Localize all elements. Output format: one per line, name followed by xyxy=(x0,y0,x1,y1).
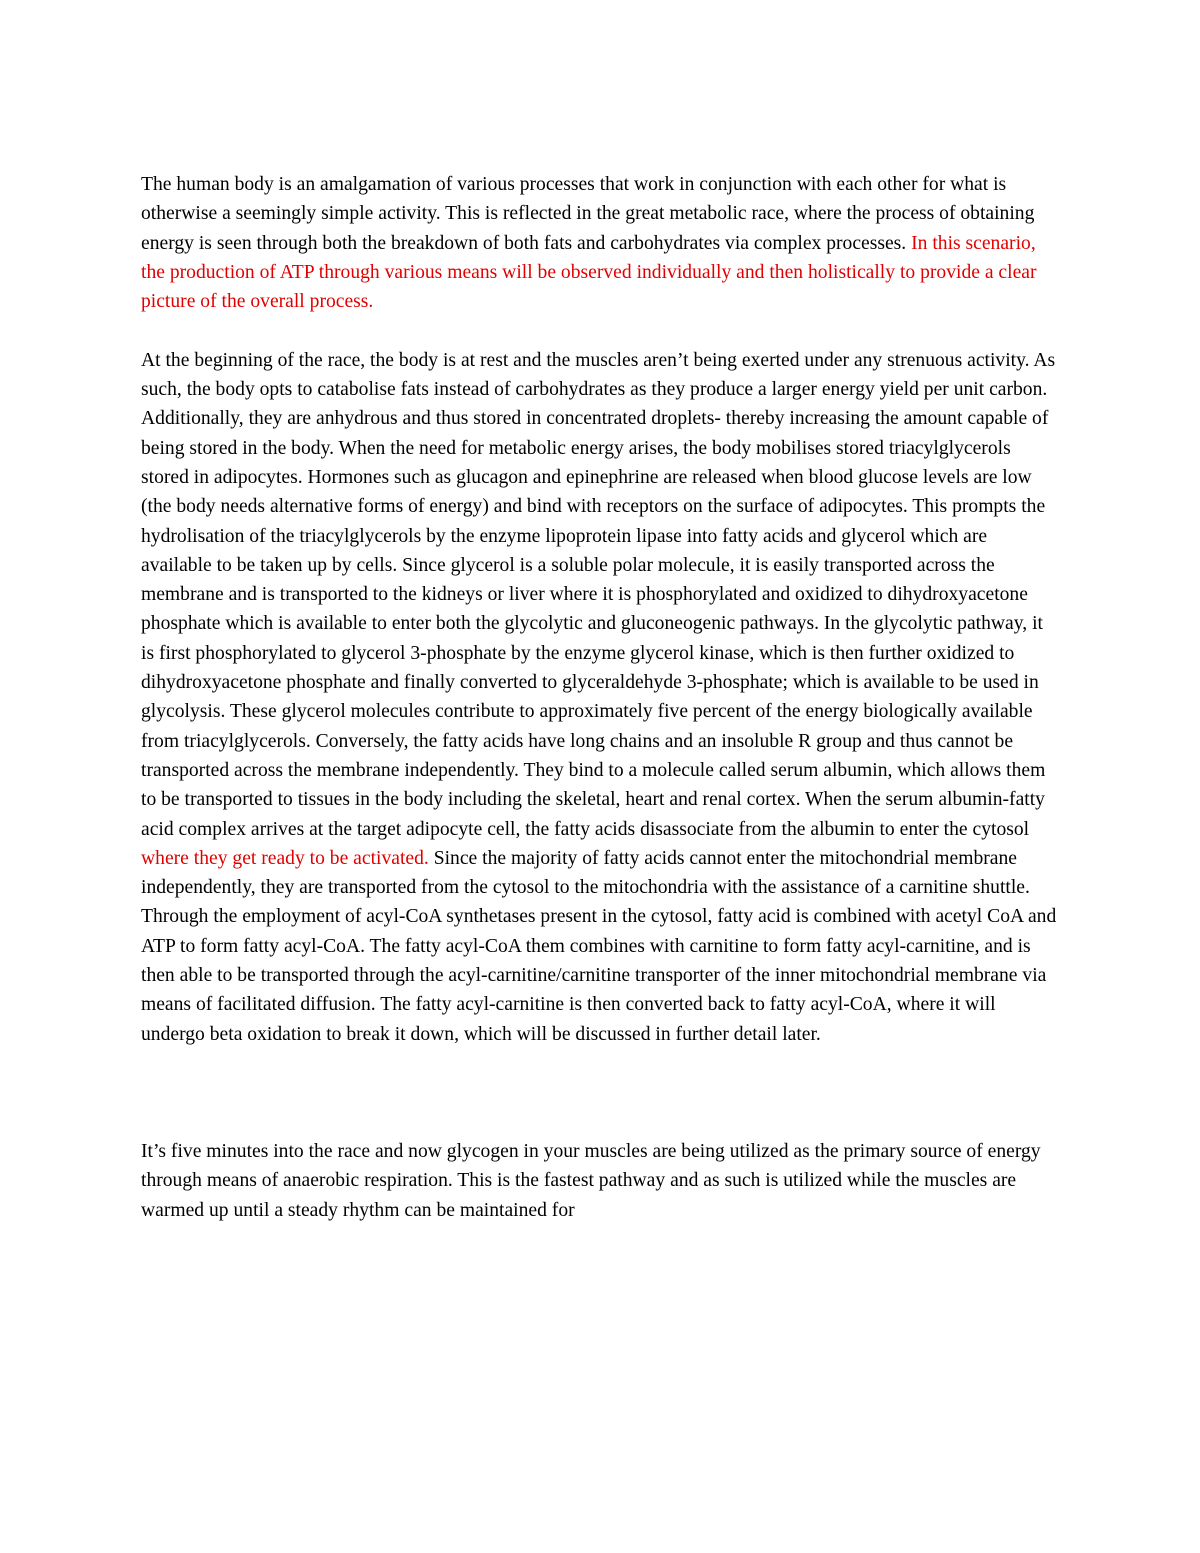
document-body xyxy=(141,170,1059,1225)
paragraph-glycogen xyxy=(141,1137,1059,1225)
paragraph-spacer xyxy=(141,1049,1059,1137)
paragraph-intro-text: The human body is an amalgamation of various processes that work in conjunction with each other for what is otherwise a seemingly simple activity. This is reflected in the great metabolic race, where the process of obtaining energy is seen through both the breakdown of both fats and carbohydrates via complex processes. xyxy=(141,174,1035,254)
paragraph-fat-catabolism-text: At the beginning of the race, the body is at rest and the muscles aren’t being exerted under any strenuous activity. As such, the body opts to catabolise fats instead of carbohydrates as they produce a larger energy yield per unit carbon. Additionally, they are anhydrous and thus stored in concentrated droplets- thereby increasing the amount capable of being stored in the body. When the need for metabolic energy arises, the body mobilises stored triacylglycerols stored in adipocytes. Hormones such as glucagon and epinephrine are released when blood glucose levels are low (the body needs alternative forms of energy) and bind with receptors on the surface of adipocytes. This prompts the hydrolisation of the triacylglycerols by the enzyme lipoprotein lipase into fatty acids and glycerol which are available to be taken up by cells. Since glycerol is a soluble polar molecule, it is easily transported across the membrane and is transported to the kidneys or liver where it is phosphorylated and oxidized to dihydroxyacetone phosphate which is available to enter both the glycolytic and gluconeogenic pathways. In the glycolytic pathway, it is first phosphorylated to glycerol 3-phosphate by the enzyme glycerol kinase, which is then further oxidized to dihydroxyacetone phosphate and finally converted to glyceraldehyde 3-phosphate; which is available to be used in glycolysis. These glycerol molecules contribute to approximately five percent of the energy biologically available from triacylglycerols. Conversely, the fatty acids have long chains and an insoluble R group and thus cannot be transported across the membrane independently. They bind to a molecule called serum albumin, which allows them to be transported to tissues in the body including the skeletal, heart and renal cortex. When the serum albumin-fatty acid complex arrives at the target adipocyte cell, the fatty acids disassociate from the albumin to enter the cytosol xyxy=(141,349,1056,840)
paragraph-fat-catabolism-highlight: where they get ready to be activated. xyxy=(141,847,429,869)
paragraph-glycogen-text: It’s five minutes into the race and now glycogen in your muscles are being utilized as the primary source of energy through means of anaerobic respiration. This is the fastest pathway and as such is utilized while the muscles are warmed up until a steady rhythm can be maintained for xyxy=(141,1140,1041,1221)
paragraph-intro xyxy=(141,170,1059,316)
paragraph-intro-highlight: In this scenario, the production of ATP through various means will be observed individually and then holistically to provide a clear picture of the overall process. xyxy=(141,232,1037,313)
paragraph-spacer xyxy=(141,316,1059,345)
paragraph-fat-catabolism-text-continued: Since the majority of fatty acids cannot enter the mitochondrial membrane independently, they are transported from the cytosol to the mitochondria with the assistance of a carnitine shuttle. Through the employment of acyl-CoA synthetases present in the cytosol, fatty acid is combined with acetyl CoA and ATP to form fatty acyl-CoA. The fatty acyl-CoA them combines with carnitine to form fatty acyl-carnitine, and is then able to be transported through the acyl-carnitine/carnitine transporter of the inner mitochondrial membrane via means of facilitated diffusion. The fatty acyl-carnitine is then converted back to fatty acyl-CoA, where it will undergo beta oxidation to break it down, which will be discussed in further detail later. xyxy=(141,847,1057,1045)
paragraph-fat-catabolism xyxy=(141,346,1059,1049)
